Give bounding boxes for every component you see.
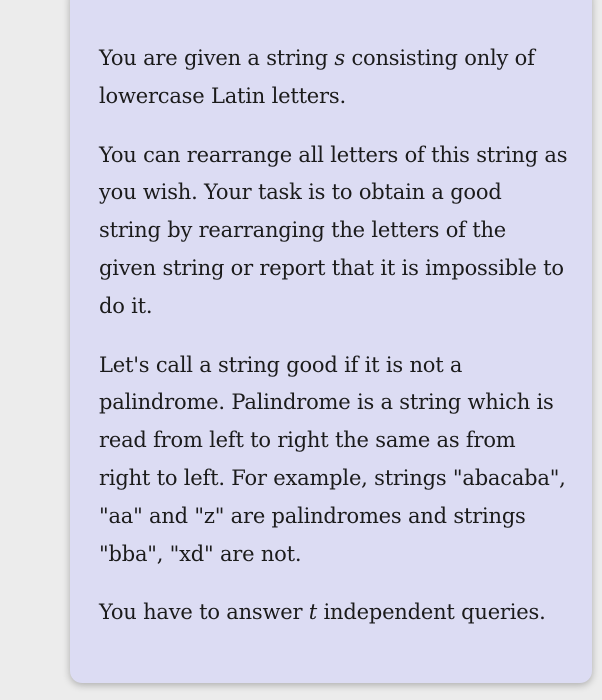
paragraph-task: You can rearrange all letters of this string as you wish. Your task is to obtain a good string by rearranging the letters of the given string or report that it is impossible to do it. bbox=[99, 142, 568, 318]
paragraph-good-string-definition: Let's call a string good if it is not a palindrome. Palindrome is a string which is read from left to right the same as from right to left. For example, strings "abacaba", "aa" and "z" are palindromes and strings "bba", "xd" are not. bbox=[99, 352, 566, 566]
paragraph-string-definition bbox=[99, 40, 569, 116]
p1-text-before: You are given a string bbox=[99, 46, 335, 70]
variable-t: t bbox=[308, 600, 318, 625]
paragraph-queries bbox=[99, 594, 569, 632]
p4-text-after: independent queries. bbox=[317, 600, 546, 625]
p4-text-before: You have to answer bbox=[99, 600, 309, 625]
problem-statement bbox=[99, 40, 569, 653]
variable-s: s bbox=[334, 46, 345, 70]
p1-text-after: consisting only of lowercase Latin letters. bbox=[99, 46, 535, 108]
